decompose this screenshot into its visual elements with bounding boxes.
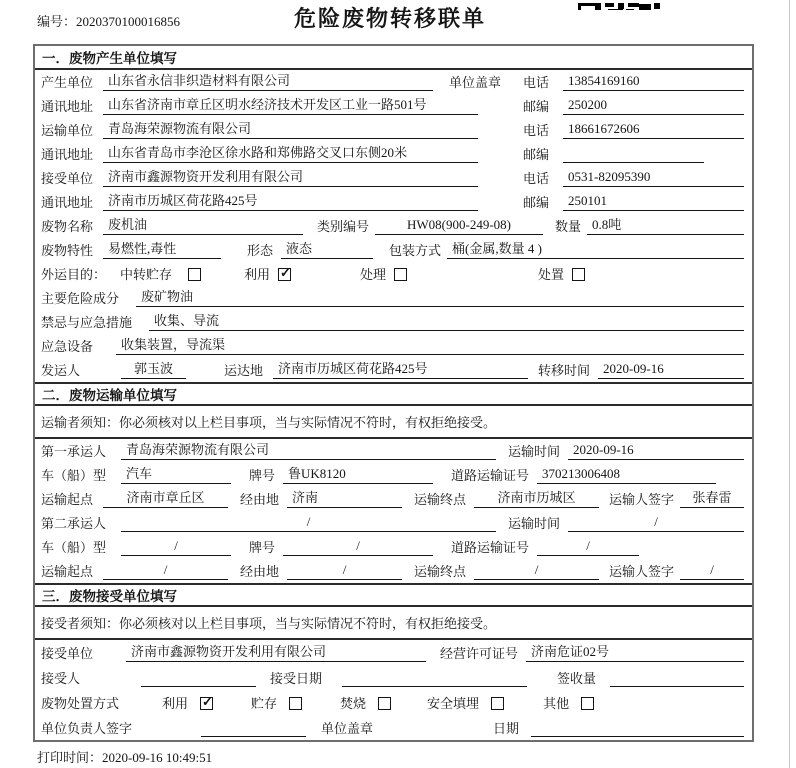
- dispatcher-label: 发运人: [41, 363, 81, 378]
- waste-name-value: 废机油: [103, 214, 303, 235]
- document-number-value: 2020370100016856: [76, 14, 181, 29]
- receiver-address-label: 通讯地址: [41, 195, 94, 210]
- route2-start-label: 运输起点: [41, 564, 94, 579]
- section2-heading: 二．废物运输单位填写: [35, 382, 752, 406]
- unit-seal-label: 单位盖章: [449, 75, 502, 90]
- row-receiver-notice: [35, 607, 752, 640]
- receiver-notice-text: 接受者须知：你必须核对以上栏目事项，当与实际情况不符时，有权拒绝接受。: [41, 616, 497, 631]
- responsible-sign-value: [201, 719, 306, 737]
- row-vehicle2: [35, 535, 752, 559]
- accept-date-label: 接受日期: [270, 671, 323, 686]
- dispatcher-value: 郭玉波: [121, 358, 186, 379]
- disposal-method-label: 废物处置方式: [41, 696, 120, 711]
- route1-sign-label: 运输人签字: [609, 492, 675, 507]
- qr-code-partial-icon: [578, 0, 660, 10]
- row-hazard-components: [35, 286, 752, 310]
- vehicle2-type-value: /: [121, 538, 231, 556]
- producer-zip-label: 邮编: [523, 99, 550, 114]
- route2-via-value: /: [287, 562, 402, 580]
- hazard-value: 废矿物油: [136, 286, 744, 307]
- waste-qty-value: 0.8吨: [587, 214, 744, 235]
- checkbox-unchecked: [394, 268, 407, 281]
- operating-license-value: 济南危证02号: [526, 641, 744, 662]
- row-taboo-measures: [35, 310, 752, 334]
- waste-form-value: 液态: [281, 238, 373, 259]
- transporter-zip-value: [563, 145, 704, 163]
- route2-sign-value: /: [680, 562, 744, 580]
- vehicle1-plate-label: 牌号: [249, 468, 276, 483]
- sign-date-value: [531, 719, 744, 737]
- receiver-phone-label: 电话: [523, 171, 550, 186]
- waste-traits-label: 废物特性: [41, 243, 94, 258]
- transfer-time-label: 转移时间: [538, 363, 591, 378]
- receiver-address-group: [41, 190, 523, 211]
- carrier2-label: 第二承运人: [41, 516, 107, 531]
- row-responsible-signature: [35, 715, 752, 740]
- transporter-address-label: 通讯地址: [41, 147, 94, 162]
- row-carrier1: [35, 439, 752, 463]
- vehicle2-plate-value: /: [283, 538, 433, 556]
- receipt-qty-label: 签收量: [557, 671, 597, 686]
- hazard-label: 主要危险成分: [41, 291, 120, 306]
- print-time: [37, 747, 212, 766]
- vehicle1-license-value: 370213006408: [537, 466, 716, 484]
- carrier2-time-label: 运输时间: [508, 516, 561, 531]
- accept-date-value: [342, 669, 527, 687]
- taboo-label: 禁忌与应急措施: [41, 315, 133, 330]
- page-title: 危险废物转移联单: [293, 6, 486, 31]
- purpose-option-dispose: 处置: [538, 267, 565, 282]
- purpose-label: 外运目的：: [41, 267, 107, 282]
- destination-label: 运达地: [224, 363, 264, 378]
- producer-address-label: 通讯地址: [41, 99, 94, 114]
- row-route1: [35, 487, 752, 511]
- row-accept-unit: [35, 640, 752, 665]
- carrier1-label: 第一承运人: [41, 444, 107, 459]
- route1-via-value: 济南: [287, 487, 402, 508]
- row-accept-person: [35, 665, 752, 690]
- checkbox-unchecked: [491, 697, 504, 710]
- carrier1-time-label: 运输时间: [508, 444, 561, 459]
- route1-via-label: 经由地: [240, 492, 280, 507]
- row-waste-name: [35, 214, 752, 238]
- vehicle1-license-label: 道路运输证号: [451, 468, 530, 483]
- row-transporter-address: [35, 142, 752, 166]
- receiver-label: 接受单位: [41, 171, 94, 186]
- unit-seal-label-2: 单位盖章: [321, 721, 374, 736]
- document-number-label: 编号：: [37, 14, 77, 29]
- transfer-time-value: 2020-09-16: [598, 361, 744, 379]
- waste-name-label: 废物名称: [41, 219, 94, 234]
- row-receiver: [35, 166, 752, 190]
- disposal-option-store: 贮存: [251, 696, 278, 711]
- section3-heading: 三．废物接受单位填写: [35, 583, 752, 607]
- row-carrier2: [35, 511, 752, 535]
- print-time-label: 打印时间：: [37, 750, 103, 765]
- checkbox-checked: [278, 268, 291, 281]
- route2-end-label: 运输终点: [414, 564, 467, 579]
- checkbox-unchecked: [378, 697, 391, 710]
- receiver-zip-value: 250101: [563, 193, 744, 211]
- vehicle1-type-value: 汽车: [121, 463, 231, 484]
- vehicle1-plate-value: 鲁UK8120: [283, 463, 433, 484]
- disposal-option-landfill: 安全填埋: [427, 696, 480, 711]
- transporter-value: 青岛海荣源物流有限公司: [103, 118, 478, 139]
- route2-via-label: 经由地: [240, 564, 280, 579]
- accept-unit-value: 济南市鑫源物资开发利用有限公司: [126, 641, 426, 662]
- accept-person-value: [141, 669, 256, 687]
- responsible-sign-label: 单位负责人签字: [41, 721, 133, 736]
- purpose-option-treat: 处理: [360, 267, 387, 282]
- manifest-table: [33, 44, 754, 742]
- producer-group: [41, 70, 523, 91]
- receiver-group: [41, 166, 523, 187]
- taboo-value: 收集、导流: [149, 310, 744, 331]
- row-emergency-equipment: [35, 334, 752, 358]
- vehicle2-license-value: /: [537, 538, 639, 556]
- disposal-option-other: 其他: [543, 696, 570, 711]
- row-vehicle1: [35, 463, 752, 487]
- receipt-qty-value: [610, 669, 744, 687]
- transporter-phone-label: 电话: [523, 123, 550, 138]
- accept-unit-label: 接受单位: [41, 646, 94, 661]
- packing-value: 桶(金属,数量 4 ): [447, 238, 744, 259]
- disposal-option-use: 利用: [162, 696, 189, 711]
- producer-label: 产生单位: [41, 75, 94, 90]
- producer-phone-value: 13854169160: [563, 73, 744, 91]
- route1-start-value: 济南市章丘区: [103, 487, 228, 508]
- producer-zip-value: 250200: [563, 97, 744, 115]
- producer-phone-label: 电话: [523, 75, 550, 90]
- purpose-option-transfer-storage: 中转贮存: [120, 267, 173, 282]
- receiver-value: 济南市鑫源物资开发利用有限公司: [103, 166, 478, 187]
- row-producer: [35, 70, 752, 94]
- producer-address-group: [41, 94, 523, 115]
- waste-code-value: HW08(900-249-08): [375, 217, 543, 235]
- print-time-value: 2020-09-16 10:49:51: [102, 750, 213, 765]
- waste-qty-label: 数量: [555, 219, 582, 234]
- row-transporter-notice: [35, 406, 752, 439]
- accept-person-label: 接受人: [41, 671, 81, 686]
- row-route2: [35, 559, 752, 583]
- route2-start-value: /: [103, 562, 228, 580]
- waste-code-label: 类别编号: [317, 219, 370, 234]
- checkbox-checked: [200, 697, 213, 710]
- row-waste-traits: [35, 238, 752, 262]
- route1-end-label: 运输终点: [414, 492, 467, 507]
- waste-form-label: 形态: [247, 243, 274, 258]
- vehicle2-type-label: 车（船）型: [41, 540, 107, 555]
- operating-license-label: 经营许可证号: [440, 646, 519, 661]
- row-transporter: [35, 118, 752, 142]
- producer-value: 山东省永信非织造材料有限公司: [103, 70, 433, 91]
- disposal-option-burn: 焚烧: [340, 696, 367, 711]
- route1-start-label: 运输起点: [41, 492, 94, 507]
- vehicle1-type-label: 车（船）型: [41, 468, 107, 483]
- destination-value: 济南市历城区荷花路425号: [273, 358, 528, 379]
- row-receiver-address: [35, 190, 752, 214]
- checkbox-unchecked: [289, 697, 302, 710]
- carrier1-value: 青岛海荣源物流有限公司: [121, 439, 496, 460]
- row-transfer-purpose: [35, 262, 752, 286]
- transporter-label: 运输单位: [41, 123, 94, 138]
- checkbox-unchecked: [581, 697, 594, 710]
- transporter-address-value: 山东省青岛市李沧区徐水路和郑佛路交叉口东侧20米: [103, 142, 478, 163]
- sign-date-label: 日期: [493, 721, 520, 736]
- route2-end-value: /: [474, 562, 599, 580]
- transporter-notice-text: 运输者须知：你必须核对以上栏目事项，当与实际情况不符时，有权拒绝接受。: [41, 415, 497, 430]
- receiver-address-value: 济南市历城区荷花路425号: [103, 190, 478, 211]
- receiver-phone-value: 0531-82095390: [563, 169, 744, 187]
- route1-sign-value: 张春雷: [680, 487, 744, 508]
- route2-sign-label: 运输人签字: [609, 564, 675, 579]
- transporter-address-group: [41, 142, 523, 163]
- carrier2-time-value: /: [568, 514, 744, 532]
- equipment-label: 应急设备: [41, 339, 94, 354]
- waste-traits-value: 易燃性,毒性: [103, 238, 221, 259]
- section1-heading: 一．废物产生单位填写: [35, 46, 752, 70]
- row-producer-address: [35, 94, 752, 118]
- carrier1-time-value: 2020-09-16: [568, 442, 744, 460]
- carrier2-value: /: [121, 514, 496, 532]
- equipment-value: 收集装置，导流渠: [116, 334, 744, 355]
- producer-address-value: 山东省济南市章丘区明水经济技术开发区工业一路501号: [103, 94, 478, 115]
- page-edge-line: [789, 0, 790, 768]
- transporter-zip-label: 邮编: [523, 147, 550, 162]
- route1-end-value: 济南市历城区: [474, 487, 599, 508]
- purpose-option-use: 利用: [244, 267, 271, 282]
- row-dispatch: [35, 358, 752, 382]
- row-disposal-method: [35, 690, 752, 715]
- vehicle2-license-label: 道路运输证号: [451, 540, 530, 555]
- receiver-zip-label: 邮编: [523, 195, 550, 210]
- vehicle2-plate-label: 牌号: [249, 540, 276, 555]
- transporter-phone-value: 18661672606: [563, 121, 744, 139]
- checkbox-unchecked: [188, 268, 201, 281]
- transporter-group: [41, 118, 523, 139]
- checkbox-unchecked: [572, 268, 585, 281]
- packing-label: 包装方式: [389, 243, 442, 258]
